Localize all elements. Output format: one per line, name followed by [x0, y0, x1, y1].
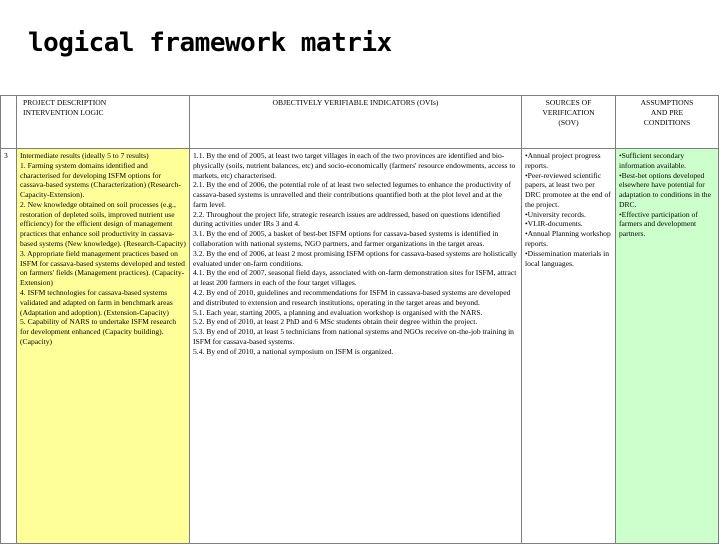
header-sources [522, 96, 616, 149]
indicator-item: 5.3. By end of 2010, at least 5 technicians from national systems and NGOs receive on-the-job training in ISFM for cassava-based systems. [193, 327, 514, 346]
header-number-cell [1, 96, 17, 149]
assumptions-cell [616, 149, 719, 544]
indicators-cell [190, 149, 522, 544]
indicator-item: 2.2. Throughout the project life, strategic research issues are addressed, based on questions identified during activities under IRs 3 and 4. [193, 209, 501, 229]
source-item: •Dissemination materials in local languages. [525, 248, 610, 268]
indicator-item: 5.4. By end of 2010, a national symposium on ISFM is organized. [193, 346, 394, 356]
header-sources-line3: (SOV) [558, 117, 579, 127]
intervention-item: 2. New knowledge obtained on soil processes (e.g., restoration of depleted soils, improved nutrient use efficiency) for the efficient design of management practices that enhance soil productivity in cassava-based systems (New knowledge). (Research-Capacity) [20, 199, 186, 249]
sources-cell [522, 149, 616, 544]
header-intervention-line2: INTERVENTION LOGIC [23, 107, 104, 117]
header-intervention-line1: PROJECT DESCRIPTION [23, 98, 107, 107]
header-indicators [190, 96, 522, 149]
header-sources-line1: SOURCES OF [545, 98, 592, 107]
intervention-logic-cell [17, 149, 190, 544]
intervention-item: 4. ISFM technologies for cassava-based systems validated and adapted on farm in benchmark areas (Adaptation and adoption). (Extension-Capacity) [20, 287, 173, 317]
indicator-item: 5.2. By end of 2010, at least 2 PhD and 6 MSc students obtain their degree within the project. [193, 317, 478, 327]
intervention-item: 5. Capability of NARS to undertake ISFM research for development enhanced (Capacity building). (Capacity) [20, 317, 177, 346]
assumption-item: •Effective participation of farmers and development partners. [619, 209, 698, 239]
header-row [1, 96, 719, 149]
intervention-item: 3. Appropriate field management practices based on ISFM for cassava-based systems developed and tested on farmers' fields (Management practices). (Capacity-Extension) [20, 248, 185, 288]
header-sources-line2: VERIFICATION [542, 107, 595, 117]
assumption-item: •Sufficient secondary information available. [619, 151, 687, 170]
logframe-table [0, 95, 719, 544]
source-item: •University records. [525, 209, 586, 219]
header-assumptions-line1: ASSUMPTIONS [640, 98, 694, 107]
intervention-item: 1. Farming system domains identified and characterised for developing ISFM options for cassava-based systems (Characterization) (Research-Capacity-Extension). [20, 160, 181, 200]
assumption-item: •Best-bet options developed elsewhere have potential for adaptation to conditions in the DRC. [619, 170, 711, 209]
indicator-item: 1.1. By the end of 2005, at least two target villages in each of the two provinces are identified and bio-physically (soils, nutrient balances, etc) and socio-economically (farmers' resource endowments, access to markets, etc) characterised. [193, 151, 516, 180]
intervention-item: Intermediate results (ideally 5 to 7 results) [20, 151, 149, 160]
header-indicators-label: OBJECTIVELY VERIFIABLE INDICATORS (OVIs) [272, 98, 439, 107]
header-intervention-logic [17, 96, 190, 149]
indicator-item: 3.2. By the end of 2006, at least 2 most promising ISFM options for cassava-based systems are holistically evaluated under on-farm conditions. [193, 248, 517, 268]
table-row [1, 149, 719, 544]
header-assumptions-line2: AND PRE [650, 107, 684, 117]
indicator-item: 5.1. Each year, starting 2005, a planning and evaluation workshop is organised with the NARS. [193, 307, 483, 317]
header-assumptions-line3: CONDITIONS [643, 117, 691, 127]
header-assumptions [616, 96, 719, 149]
source-item: •Peer-reviewed scientific papers, at least two per DRC promotee at the end of the project. [525, 170, 611, 209]
indicator-item: 2.1. By the end of 2006, the potential role of at least two selected legumes to enhance the productivity of cassava-based systems is unravelled and their contributions quantified both at the plot level and at the farm level. [193, 180, 512, 209]
indicator-item: 3.1. By the end of 2005, a basket of best-bet ISFM options for cassava-based systems is identified in collaboration with national systems, NGO partners, and farmer organizations in the target areas. [193, 229, 499, 249]
page-title: logical framework matrix [28, 28, 392, 58]
source-item: •Annual Planning workshop reports. [525, 229, 611, 249]
indicator-item: 4.2. By end of 2010, guidelines and recommendations for ISFM in cassava-based systems are developed and distributed to extension and research institutions, operating in the target areas and beyond. [193, 287, 511, 307]
source-item: •VLIR-documents. [525, 219, 583, 229]
row-number: 3 [1, 149, 17, 544]
source-item: •Annual project progress reports. [525, 151, 601, 170]
indicator-item: 4.1. By the end of 2007, seasonal field days, associated with on-farm demonstration sites for ISFM, attract at least 200 farmers in each of the four target villages. [193, 268, 517, 288]
